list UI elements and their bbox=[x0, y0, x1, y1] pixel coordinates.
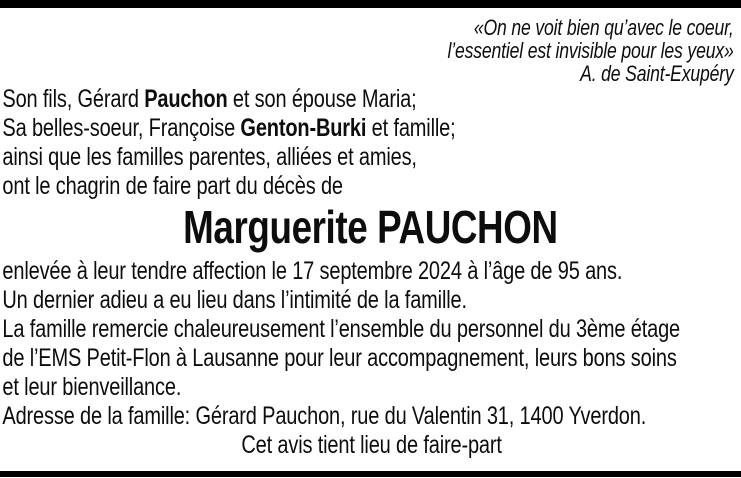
family-surname: Genton-Burki bbox=[240, 114, 367, 142]
notice-line: Un dernier adieu a eu lieu dans l’intimité de la famille. bbox=[2, 286, 467, 314]
family-line bbox=[2, 85, 740, 114]
family-line bbox=[2, 114, 740, 143]
family-line-text: et famille; bbox=[366, 114, 456, 142]
quote-line: «On ne voit bien qu’avec le coeur, bbox=[473, 15, 734, 40]
family-line-text: et son épouse Maria; bbox=[227, 85, 417, 113]
family-line bbox=[2, 172, 740, 201]
bottom-border-rule bbox=[0, 471, 741, 477]
notice-line: et leur bienveillance. bbox=[2, 373, 182, 401]
notice-body bbox=[0, 257, 741, 460]
family-line-text: Son fils, Gérard bbox=[2, 85, 145, 113]
top-border-rule bbox=[0, 0, 741, 8]
family-line-text: Sa belles-soeur, Françoise bbox=[2, 114, 241, 142]
family-surname: Pauchon bbox=[144, 85, 228, 113]
closing-line: Cet avis tient lieu de faire-part bbox=[241, 431, 502, 459]
notice-line: enlevée à leur tendre affection le 17 septembre 2024 à l’âge de 95 ans. bbox=[2, 257, 623, 285]
deceased-name: Marguerite PAUCHON bbox=[183, 201, 558, 253]
family-lines bbox=[0, 85, 741, 201]
quote-block bbox=[0, 16, 741, 85]
quote-line: l’essentiel est invisible pour les yeux» bbox=[447, 38, 734, 63]
family-line-text: ainsi que les familles parentes, alliées et amies, bbox=[2, 143, 417, 171]
family-line bbox=[2, 143, 740, 172]
quote-attribution: A. de Saint-Exupéry bbox=[580, 61, 734, 86]
notice-line: La famille remercie chaleureusement l’ensemble du personnel du 3ème étage bbox=[2, 315, 681, 343]
family-line-text: ont le chagrin de faire part du décès de bbox=[2, 172, 343, 200]
notice-line: Adresse de la famille: Gérard Pauchon, rue du Valentin 31, 1400 Yverdon. bbox=[2, 402, 647, 430]
notice-line: de l’EMS Petit-Flon à Lausanne pour leur accompagnement, leurs bons soins bbox=[2, 344, 677, 372]
notice-content bbox=[0, 8, 741, 460]
